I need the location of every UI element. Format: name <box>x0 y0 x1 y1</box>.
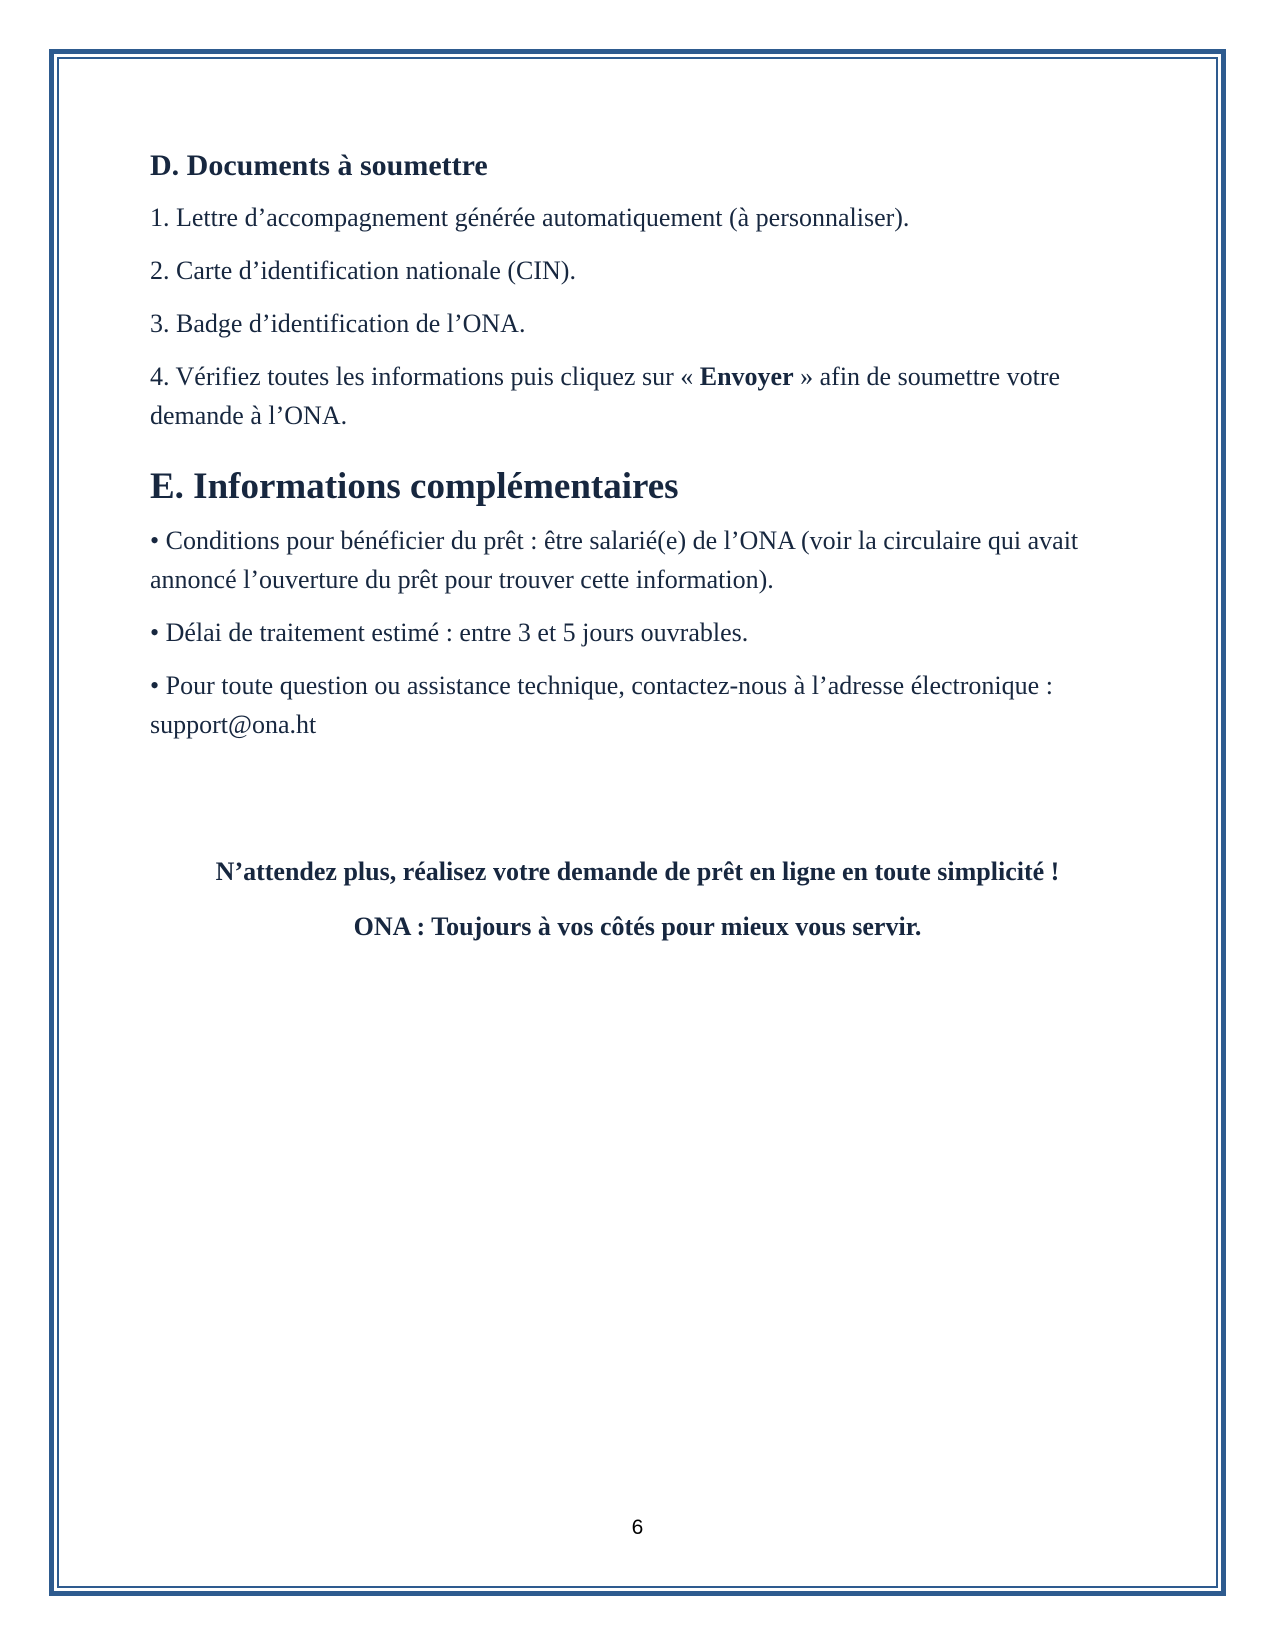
envoyer-keyword: Envoyer <box>699 362 794 391</box>
section-d-item-4-suffix: » afin de soumettre votre demande à l’ONA. <box>150 362 1061 430</box>
section-e-item-3: • Pour toute question ou assistance technique, contactez-nous à l’adresse électronique : support@ona.ht <box>150 671 1053 739</box>
closing-call-to-action: N’attendez plus, réalisez votre demande de prêt en ligne en toute simplicité ! <box>215 857 1060 886</box>
page-number: 6 <box>631 1516 644 1539</box>
page-content <box>150 148 1120 744</box>
section-e-heading: E. Informations complémentaires <box>150 466 679 507</box>
section-e-item-2: • Délai de traitement estimé : entre 3 et 5 jours ouvrables. <box>150 618 749 647</box>
section-d-item-1: 1. Lettre d’accompagnement générée automatiquement (à personnaliser). <box>150 203 910 232</box>
section-e-item-1: • Conditions pour bénéficier du prêt : être salarié(e) de l’ONA (voir la circulaire qui avait annoncé l’ouverture du prêt pour trouver cette information). <box>150 526 1079 594</box>
section-d-item-2: 2. Carte d’identification nationale (CIN). <box>150 256 576 285</box>
section-d-heading: D. Documents à soumettre <box>150 149 488 182</box>
section-d-item-3: 3. Badge d’identification de l’ONA. <box>150 309 526 338</box>
closing-slogan: ONA : Toujours à vos côtés pour mieux vous servir. <box>353 912 922 941</box>
section-d-item-4 <box>150 357 1120 435</box>
section-d-item-4-prefix: 4. Vérifiez toutes les informations puis cliquez sur « <box>150 362 700 391</box>
